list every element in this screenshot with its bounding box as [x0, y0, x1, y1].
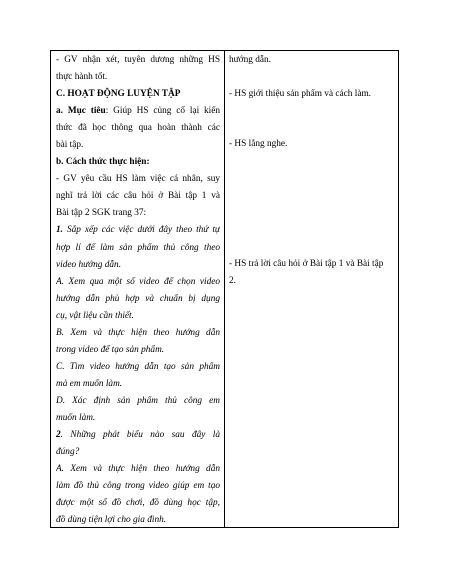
text-line: Bài tập 2 SGK trang 37: — [56, 208, 147, 219]
text-line: 2. — [229, 276, 236, 286]
goal-text: : Giúp HS củng cố lại kiến — [105, 106, 220, 117]
text-line: - GV yêu cầu HS làm việc cá nhân, suy — [56, 174, 220, 185]
option-line: D. Xác định sản phẩm thủ công em — [56, 395, 220, 406]
option-line: A. Xem và thực hiện theo hướng dẫn — [56, 464, 220, 475]
method-heading: b. Cách thức thực hiện: — [56, 157, 150, 168]
text-line: hợp lí để làm sản phẩm thủ công theo — [56, 242, 220, 253]
question-2-line — [56, 427, 220, 444]
text-line: thức đã học thông qua hoàn thành các — [56, 123, 220, 134]
text-line: - HS trả lời câu hỏi ở Bài tập 1 và Bài tập — [229, 259, 384, 269]
option-line: được một số đồ chơi, đồ dùng học tập, — [56, 498, 220, 509]
option-line: C. Tìm video hướng dẫn tạo sản phẩm — [56, 361, 220, 372]
option-line: làm đồ thủ công trong video giúp em tạo — [56, 481, 220, 492]
goal-label: a. Mục tiêu — [56, 106, 106, 117]
option-line: A. Xem qua một số video để chọn video — [56, 276, 220, 287]
question-text: . Những phát biểu nào sau đây là — [60, 430, 220, 441]
text-line: - HS lắng nghe. — [229, 139, 288, 149]
text-line: - HS giới thiệu sản phẩm và cách làm. — [229, 89, 372, 99]
question-number: 2 — [56, 430, 61, 441]
option-line: trong video để tạo sản phẩm. — [56, 344, 165, 355]
text-line: nghĩ trả lời các câu hỏi ở Bài tập 1 và — [56, 191, 220, 202]
lesson-table — [50, 50, 399, 528]
option-line: hướng dẫn phù hợp và chuẩn bị dụng — [56, 293, 220, 304]
section-heading: C. HOẠT ĐỘNG LUYỆN TẬP — [56, 89, 181, 100]
question-number: 1. — [56, 225, 63, 236]
goal-line — [56, 103, 220, 120]
question-1-line — [56, 222, 220, 239]
text-line: thực hành tốt. — [56, 72, 108, 83]
column-divider — [224, 51, 225, 527]
text-line: video hướng dẫn. — [56, 259, 122, 270]
option-line: cụ, vật liệu cần thiết. — [56, 310, 134, 321]
text-line: bài tập. — [56, 140, 84, 151]
teacher-activity-column — [56, 52, 220, 529]
text-line: hướng dẫn. — [229, 55, 271, 65]
option-line: muốn làm. — [56, 412, 96, 423]
option-line: mà em muốn làm. — [56, 378, 123, 389]
text-line: - GV nhận xét, tuyên dương những HS — [56, 55, 220, 65]
text-line: đúng? — [56, 447, 80, 458]
question-text: Sắp xếp các việc dưới đây theo thứ tự — [62, 225, 220, 236]
option-line: B. Xem và thực hiện theo hướng dẫn — [56, 327, 220, 338]
option-line: đồ dùng tiện lợi cho gia đình. — [56, 515, 167, 526]
